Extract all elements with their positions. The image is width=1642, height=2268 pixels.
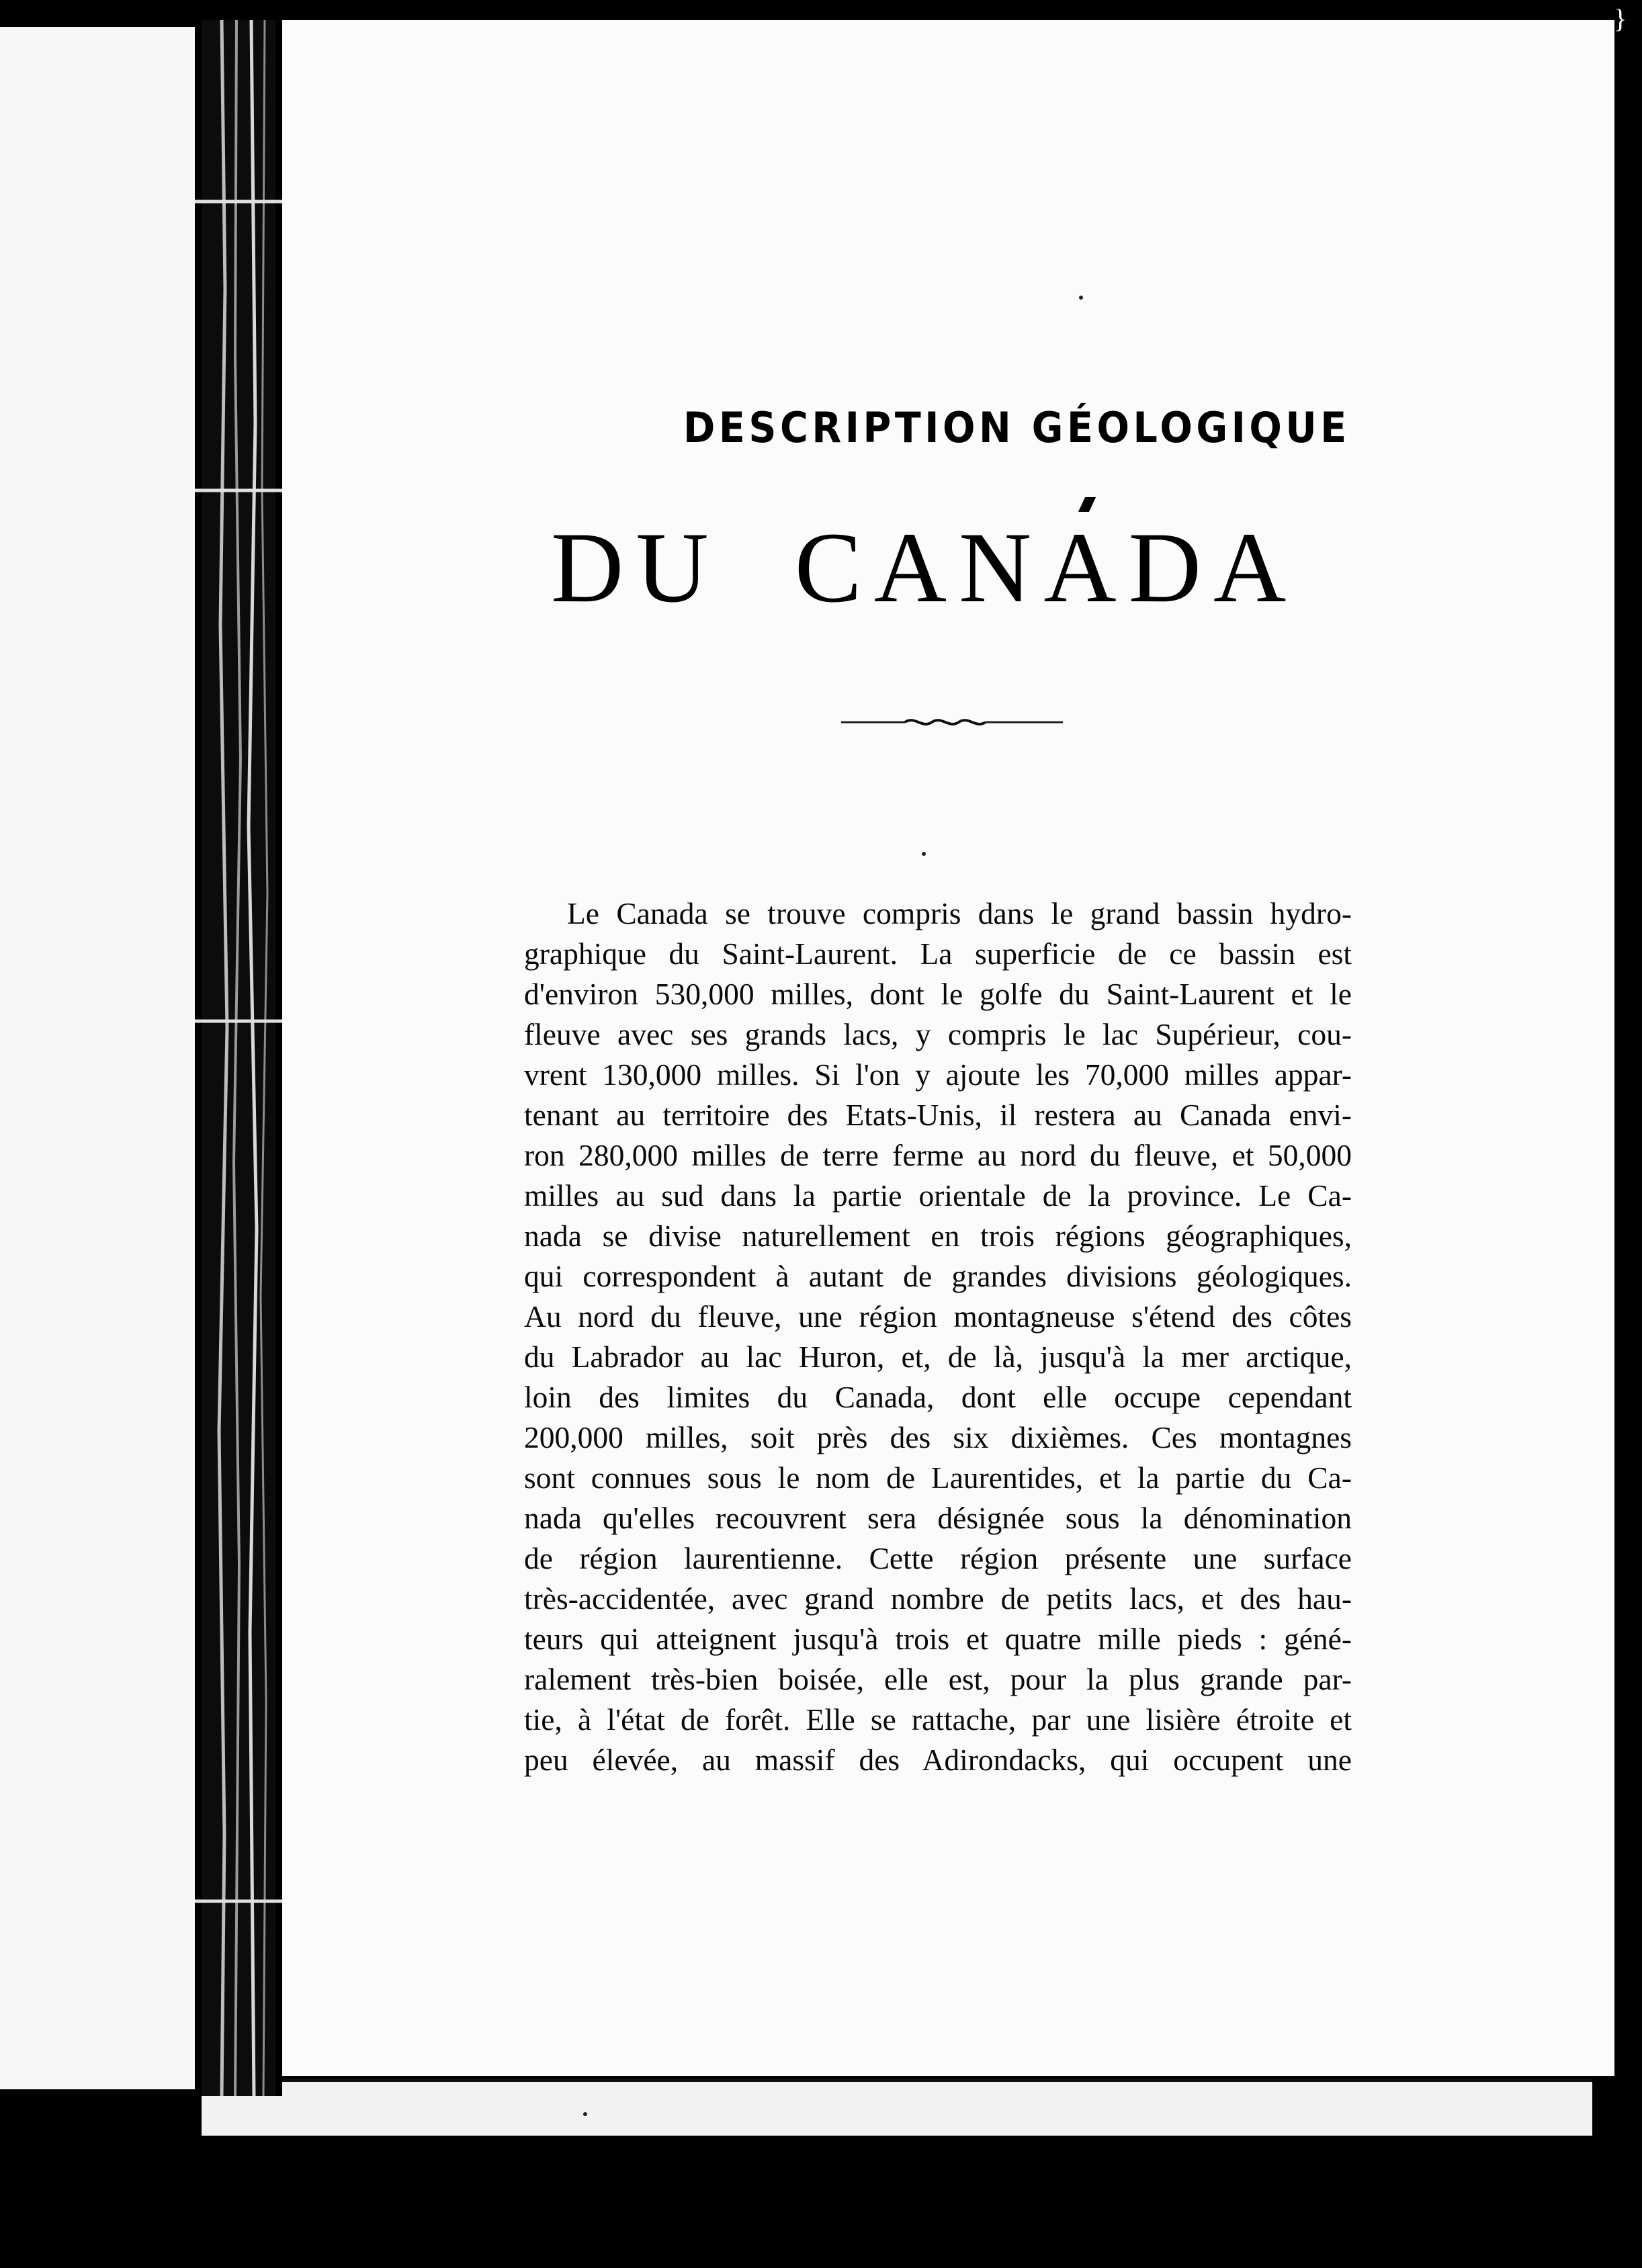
- paragraph-line: ron 280,000 milles de terre ferme au nord du fleuve, et 50,000: [524, 1138, 1352, 1172]
- paragraph-line: d'environ 530,000 milles, dont le golfe du Saint-Laurent et le: [524, 977, 1352, 1011]
- paragraph-line: milles au sud dans la partie orientale de la province. Le Ca-: [524, 1178, 1352, 1213]
- left-page-edge: [0, 27, 202, 2089]
- heading-description-geologique: DESCRIPTION GÉOLOGIQUE: [683, 403, 1350, 452]
- paragraph-line: sont connues sous le nom de Laurentides, et la partie du Ca-: [524, 1460, 1352, 1495]
- book-binding: [195, 20, 282, 2096]
- paragraph-line: très-accidentée, avec grand nombre de petits lacs, et des hau-: [524, 1581, 1352, 1616]
- paragraph-line: tenant au territoire des Etats-Unis, il restera au Canada envi-: [524, 1098, 1352, 1132]
- paragraph-line: ralement très-bien boisée, elle est, pour la plus grande par-: [524, 1662, 1352, 1696]
- body-paragraph: [524, 893, 1352, 1780]
- paragraph-line: loin des limites du Canada, dont elle occupe cependant: [524, 1380, 1352, 1414]
- paragraph-line: tie, à l'état de forêt. Elle se rattache, par une lisière étroite et: [524, 1702, 1352, 1737]
- heading-word-du: DU: [551, 512, 721, 623]
- paragraph-line: vrent 130,000 milles. Si l'on y ajoute les 70,000 milles appar-: [524, 1057, 1352, 1092]
- paragraph-line: peu élevée, au massif des Adirondacks, qui occupent une: [524, 1743, 1352, 1777]
- paragraph-line: du Labrador au lac Huron, et, de là, jusqu'à la mer arctique,: [524, 1340, 1352, 1374]
- ornament-divider: [841, 712, 1063, 732]
- paragraph-line: graphique du Saint-Laurent. La superficie de ce bassin est: [524, 936, 1352, 971]
- paper-speck: [1079, 296, 1083, 300]
- paragraph-line: nada se divise naturellement en trois régions géographiques,: [524, 1219, 1352, 1253]
- paragraph-line: nada qu'elles recouvrent sera désignée sous la dénomination: [524, 1501, 1352, 1535]
- paragraph-line: de région laurentienne. Cette région présente une surface: [524, 1541, 1352, 1575]
- paragraph-line: Au nord du fleuve, une région montagneuse s'étend des côtes: [524, 1299, 1352, 1334]
- paragraph-line: fleuve avec ses grands lacs, y compris le lac Supérieur, cou-: [524, 1017, 1352, 1051]
- paragraph-line: teurs qui atteignent jusqu'à trois et quatre mille pieds : géné-: [524, 1622, 1352, 1656]
- heading-word-canada: CANADA: [794, 512, 1299, 623]
- paper-speck: [583, 2112, 587, 2116]
- paragraph-line: 200,000 milles, soit près des six dixièmes. Ces montagnes: [524, 1420, 1352, 1454]
- page-bottom-edge: [202, 2079, 1592, 2136]
- paragraph-line: Le Canada se trouve compris dans le grand bassin hydro-: [567, 896, 1352, 930]
- paper-speck: [922, 852, 926, 856]
- binding-stitches: [195, 20, 282, 2096]
- paragraph-line: qui correspondent à autant de grandes divisions géologiques.: [524, 1259, 1352, 1293]
- heading-du-canada: [551, 512, 1357, 623]
- corner-mark: }: [1614, 3, 1627, 34]
